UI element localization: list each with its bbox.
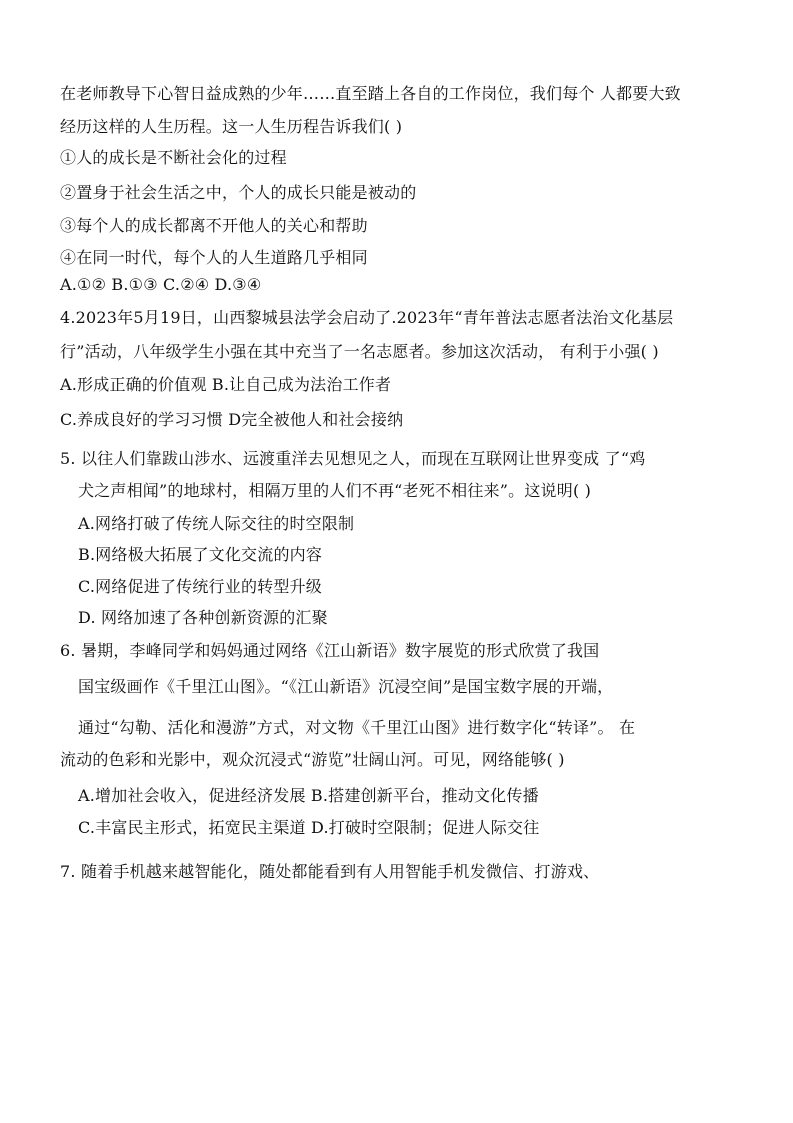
q3-item-4: ④在同一时代，每个人的人生道路几乎相同 (60, 248, 368, 267)
q3-item-2: ②置身于社会生活之中，个人的成长只能是被动的 (60, 183, 417, 202)
q5-option-d: D. 网络加速了各种创新资源的汇聚 (78, 608, 328, 627)
q5-option-a: A.网络打破了传统人际交往的时空限制 (78, 514, 355, 533)
q4-stem-line1: 4.2023年5月19日，山西黎城县法学会启动了.2023年“青年普法志愿者法治文化基层 (60, 308, 674, 327)
q4-stem-line2: 行”活动，八年级学生小强在其中充当了一名志愿者。参加这次活动， 有利于小强( ) (60, 342, 659, 361)
q6-stem-line2: 国宝级画作《千里江山图》。“《江山新语》沉浸空间”是国宝数字展的开端， (78, 677, 614, 696)
q6-options-ab: A.增加社会收入，促进经济发展 B.搭建创新平台，推动文化传播 (78, 786, 539, 805)
q6-stem-line3: 通过“勾勒、活化和漫游”方式，对文物《千里江山图》进行数字化“转译”。 在 (78, 718, 636, 737)
q6-options-cd: C.丰富民主形式，拓宽民主渠道 D.打破时空限制；促进人际交往 (78, 818, 540, 837)
q7-stem-line1: 7. 随着手机越来越智能化，随处都能看到有人用智能手机发微信、打游戏、 (60, 862, 600, 881)
q5-stem-line2: 犬之声相闻”的地球村，相隔万里的人们不再“老死不相往来”。这说明( ) (78, 481, 592, 500)
q5-option-c: C.网络促进了传统行业的转型升级 (78, 577, 322, 596)
q4-options-cd: C.养成良好的学习习惯 D完全被他人和社会接纳 (60, 410, 404, 429)
q6-stem-line1: 6. 暑期，李峰同学和妈妈通过网络《江山新语》数字展览的形式欣赏了我国 (60, 641, 600, 660)
q3-options: A.①② B.①③ C.②④ D.③④ (60, 275, 262, 294)
q5-option-b: B.网络极大拓展了文化交流的内容 (78, 545, 323, 564)
q3-stem-line1: 在老师教导下心智日益成熟的少年……直至踏上各自的工作岗位，我们每个 人都要大致 (60, 84, 681, 103)
q3-item-1: ①人的成长是不断社会化的过程 (60, 148, 287, 167)
q6-stem-line4: 流动的色彩和光影中，观众沉浸式“游览”壮阔山河。可见，网络能够( ) (60, 750, 565, 769)
q3-stem-line2: 经历这样的人生历程。这一人生历程告诉我们( ) (60, 117, 403, 136)
q5-stem-line1: 5. 以往人们靠跋山涉水、远渡重洋去见想见之人，而现在互联网让世界变成 了“鸡 (60, 449, 646, 468)
q4-options-ab: A.形成正确的价值观 B.让自己成为法治工作者 (60, 375, 392, 394)
q3-item-3: ③每个人的成长都离不开他人的关心和帮助 (60, 216, 368, 235)
